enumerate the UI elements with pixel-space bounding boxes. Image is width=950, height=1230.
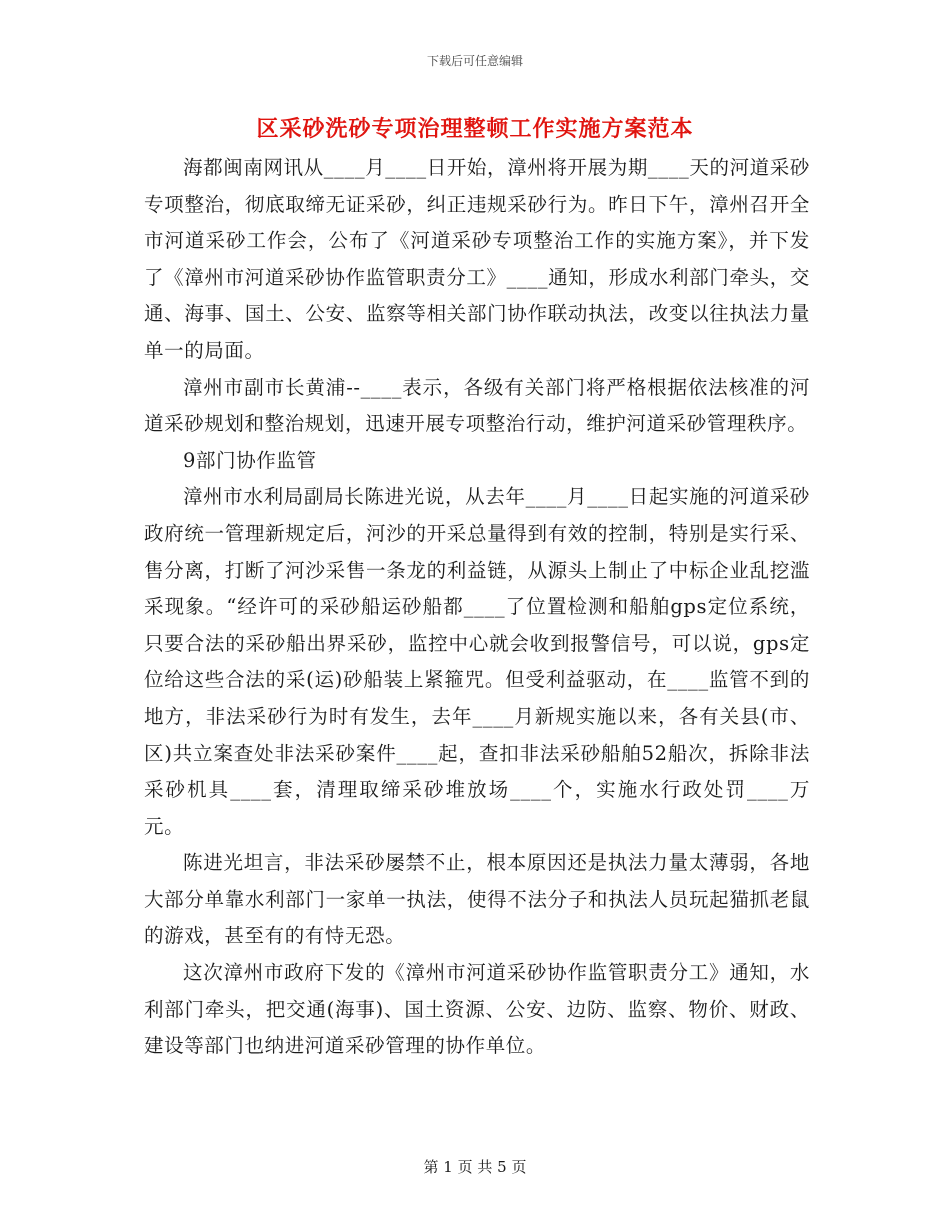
page-number: 第 1 页 共 5 页	[423, 1158, 527, 1176]
paragraph-5: 这次漳州市政府下发的《漳州市河道采砂协作监管职责分工》通知，水利部门牵头，把交通(海事)、国土资源、公安、边防、监察、物价、财政、建设等部门也纳进河道采砂管理的协作单位。	[144, 961, 810, 1058]
document-title: 区采砂洗砂专项治理整顿工作实施方案范本	[256, 116, 694, 142]
header-note: 下载后可任意编辑	[426, 54, 523, 68]
paragraph-2: 漳州市副市长黄浦--____表示，各级有关部门将严格根据依法核准的河道采砂规划和整治规划，迅速开展专项整治行动，维护河道采砂管理秩序。	[144, 375, 810, 436]
paragraph-4: 陈进光坦言，非法采砂屡禁不止，根本原因还是执法力量太薄弱，各地大部分单靠水利部门一家单一执法，使得不法分子和执法人员玩起猫抓老鼠的游戏，甚至有的有恃无恐。	[144, 851, 810, 948]
paragraph-1: 海都闽南网讯从____月____日开始，漳州将开展为期____天的河道采砂专项整治，彻底取缔无证采砂，纠正违规采砂行为。昨日下午，漳州召开全市河道采砂工作会，公布了《河道采砂专项整治工作的实施方案》，并下发了《漳州市河道采砂协作监管职责分工》____通知，形成水利部门牵头，交通、海事、国土、公安、监察等相关部门协作联动执法，改变以往执法力量单一的局面。	[144, 156, 810, 362]
document-body	[144, 150, 810, 1065]
paragraph-3: 漳州市水利局副局长陈进光说，从去年____月____日起实施的河道采砂政府统一管理新规定后，河沙的开采总量得到有效的控制，特别是实行采、售分离，打断了河沙采售一条龙的利益链，从源头上制止了中标企业乱挖滥采现象。“经许可的采砂船运砂船都____了位置检测和船舶gps定位系统，只要合法的采砂船出界采砂，监控中心就会收到报警信号，可以说，gps定位给这些合法的采(运)砂船装上紧箍咒。但受利益驱动，在____监管不到的地方，非法采砂行为时有发生，去年____月新规实施以来，各有关县(市、区)共立案查处非法采砂案件____起，查扣非法采砂船舶52船次，拆除非法采砂机具____套，清理取缔采砂堆放场____个，实施水行政处罚____万元。	[144, 485, 810, 838]
section-heading: 9部门协作监管	[183, 448, 317, 472]
